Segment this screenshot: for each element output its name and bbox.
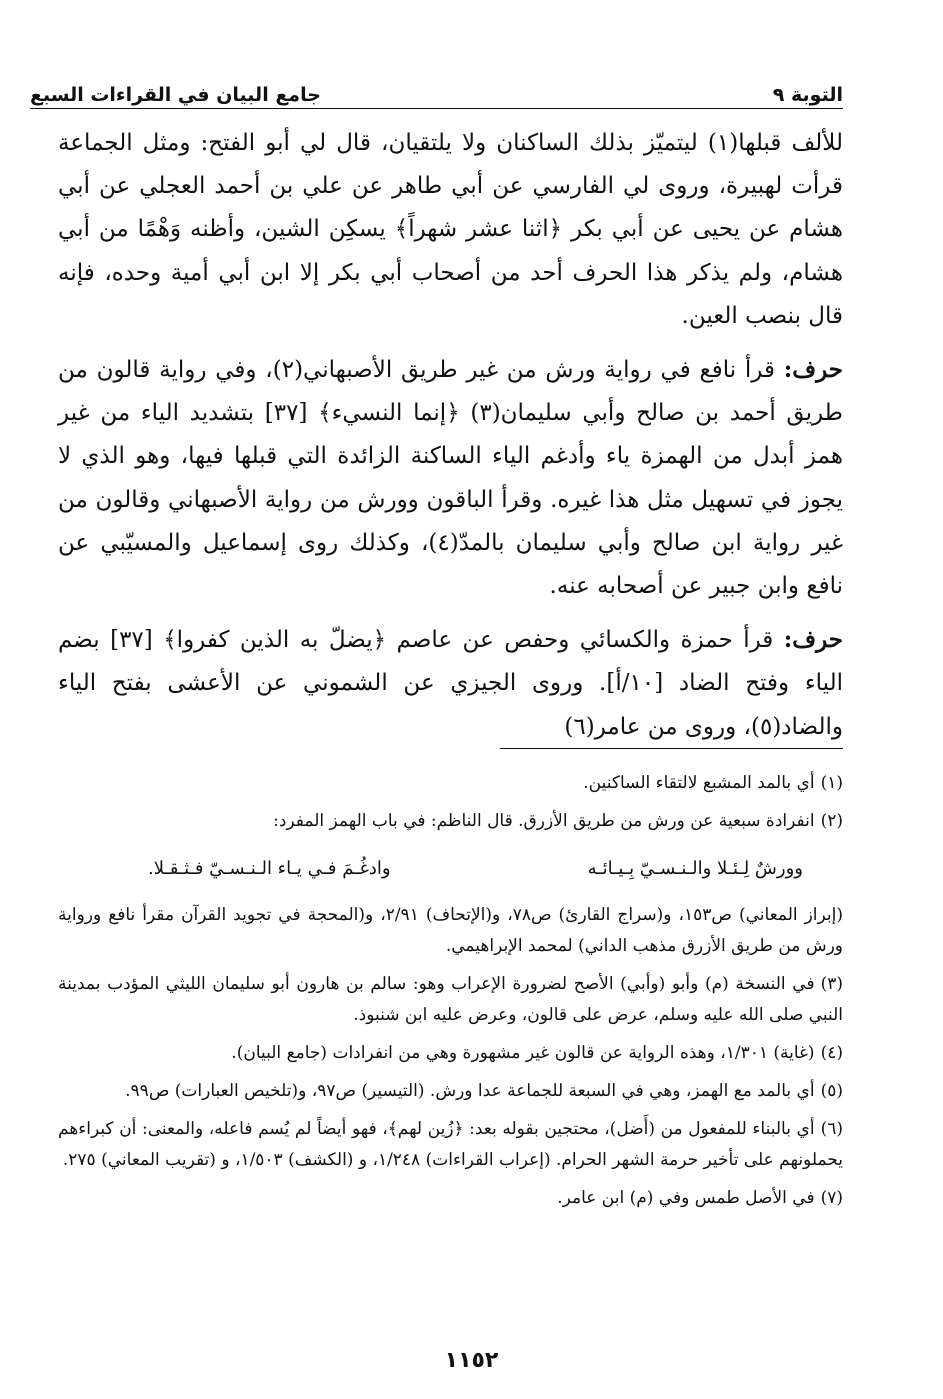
footnote-3 — [58, 969, 843, 1031]
footnote-text: أي بالمد مع الهمز، وهي في السبعة للجماعة عدا ورش. (التيسير) ص٩٧، و(تلخيص العبارات) ص٩٩. — [125, 1081, 815, 1101]
footnote-text: انفرادة سبعية عن ورش من طريق الأزرق. قال الناظم: في باب الهمز المفرد: — [273, 811, 815, 831]
footnote-number: (٧) — [820, 1188, 843, 1208]
footnote-text: في الأصل طمس وفي (م) ابن عامر. — [557, 1188, 815, 1208]
footnote-number: (٤) — [820, 1043, 843, 1063]
footnote-4 — [58, 1038, 843, 1069]
page-number: ١١٥٢ — [444, 1348, 499, 1373]
footnote-text: (غاية) ١/٣٠١، وهذه الرواية عن قالون غير مشهورة وهي من انفرادات (جامع البيان). — [231, 1043, 815, 1063]
footnote-1 — [58, 768, 843, 799]
paragraph-2 — [58, 348, 843, 608]
paragraph-3 — [58, 618, 843, 749]
header-book-title: جامع البيان في القراءات السبع — [30, 84, 321, 106]
poem-verse — [148, 853, 803, 884]
paragraph-3-text: قرأ حمزة والكسائي وحفص عن عاصم ﴿يضلّ به الذين كفروا﴾ [٣٧] بضم الياء وفتح الضاد [١٠/أ]. وروى الجيزي عن الشموني عن الأعشى بفتح الياء والضاد(٥)، وروى من عامر(٦) — [58, 627, 843, 740]
footnote-number: (٥) — [820, 1081, 843, 1101]
paragraph-1: للألف قبلها(١) ليتميّز بذلك الساكنان ولا يلتقيان، قال لي أبو الفتح: ومثل الجماعة قرأت لهبيرة، وروى لي الفارسي عن أبي طاهر عن علي بن أحمد العجلي عن أبي هشام عن يحيى عن أبي بكر ﴿اثنا عشر شهراً﴾ يسكِن الشين، وأظنه وَهْمًا من أبي هشام، ولم يذكر هذا الحرف أحد من أصحاب أبي بكر إلا ابن أبي أمية وحده، فإنه قال بنصب العين. — [58, 130, 843, 329]
footnote-separator — [500, 748, 843, 749]
paragraph-3-lead: حرف: — [783, 626, 843, 654]
paragraph-2-text: قرأ نافع في رواية ورش من غير طريق الأصبهاني(٢)، وفي رواية قالون من طريق أحمد بن صالح وأبي سليمان(٣) ﴿إنما النسيء﴾ [٣٧] بتشديد الياء من غير همز أبدل من الهمزة ياء وأدغم الياء الساكنة الزائدة التي قبلها فيها، وهو الذي لا يجوز في تسهيل مثل هذا غيره. وقرأ الباقون وورش من رواية الأصبهاني وقالون من غير رواية ابن صالح وأبي سليمان بالمدّ(٤)، وكذلك روى إسماعيل والمسيّبي عن نافع وابن جبير عن أصحابه عنه. — [58, 357, 844, 600]
footnotes — [58, 768, 843, 1221]
footnote-6 — [58, 1114, 843, 1176]
footnote-number: (١) — [820, 773, 843, 793]
footnote-text: أي بالبناء للمفعول من (أَضل)، محتجين بقوله بعد: ﴿زُين لهم﴾، فهو أيضاً لم يُسم فاعله، والمعنى: أن كبراءهم يحملونهم على تأخير حرمة الشهر الحرام. (إعراب القراءات) ١/٢٤٨، و (الكشف) ١/٥٠٣، و (تقريب المعاني) ٢٧٥. — [58, 1119, 843, 1170]
verse-first-half: وورشٌ لِـئـلا والـنـسـيّ بِـيـائـه — [587, 858, 803, 879]
running-header — [30, 70, 843, 109]
footnote-text: أي بالمد المشبع لالتقاء الساكنين. — [583, 773, 815, 793]
footnote-2 — [58, 806, 843, 837]
footnote-number: (٦) — [820, 1119, 843, 1139]
verse-second-half: وادغُـمَ فـي يـاء الـنـسـيّ فـثـقـلا. — [148, 858, 391, 879]
paragraph-2-lead: حرف: — [783, 356, 843, 384]
main-text — [58, 122, 843, 749]
header-surah: التوبة ٩ — [772, 84, 843, 106]
footnote-7 — [58, 1183, 843, 1214]
footnote-5 — [58, 1076, 843, 1107]
footnote-number: (٣) — [820, 974, 843, 994]
footnote-text: في النسخة (م) وأبو (وأبي) الأصح لضرورة الإعراب وهو: سالم بن هارون أبو سليمان الليثي المؤدب بمدينة النبي صلى الله عليه وسلم، عرض على قالون، وعرض عليه ابن شنبوذ. — [58, 974, 843, 1025]
footnote-number: (٢) — [820, 811, 843, 831]
footnote-2-references: (إبراز المعاني) ص١٥٣، و(سراج القارئ) ص٧٨، و(الإتحاف) ٢/٩١، و(المحجة في تجويد القرآن مقرأ نافع ورواية ورش من طريق الأزرق مذهب الداني) لمحمد الإبراهيمي. — [58, 905, 843, 956]
